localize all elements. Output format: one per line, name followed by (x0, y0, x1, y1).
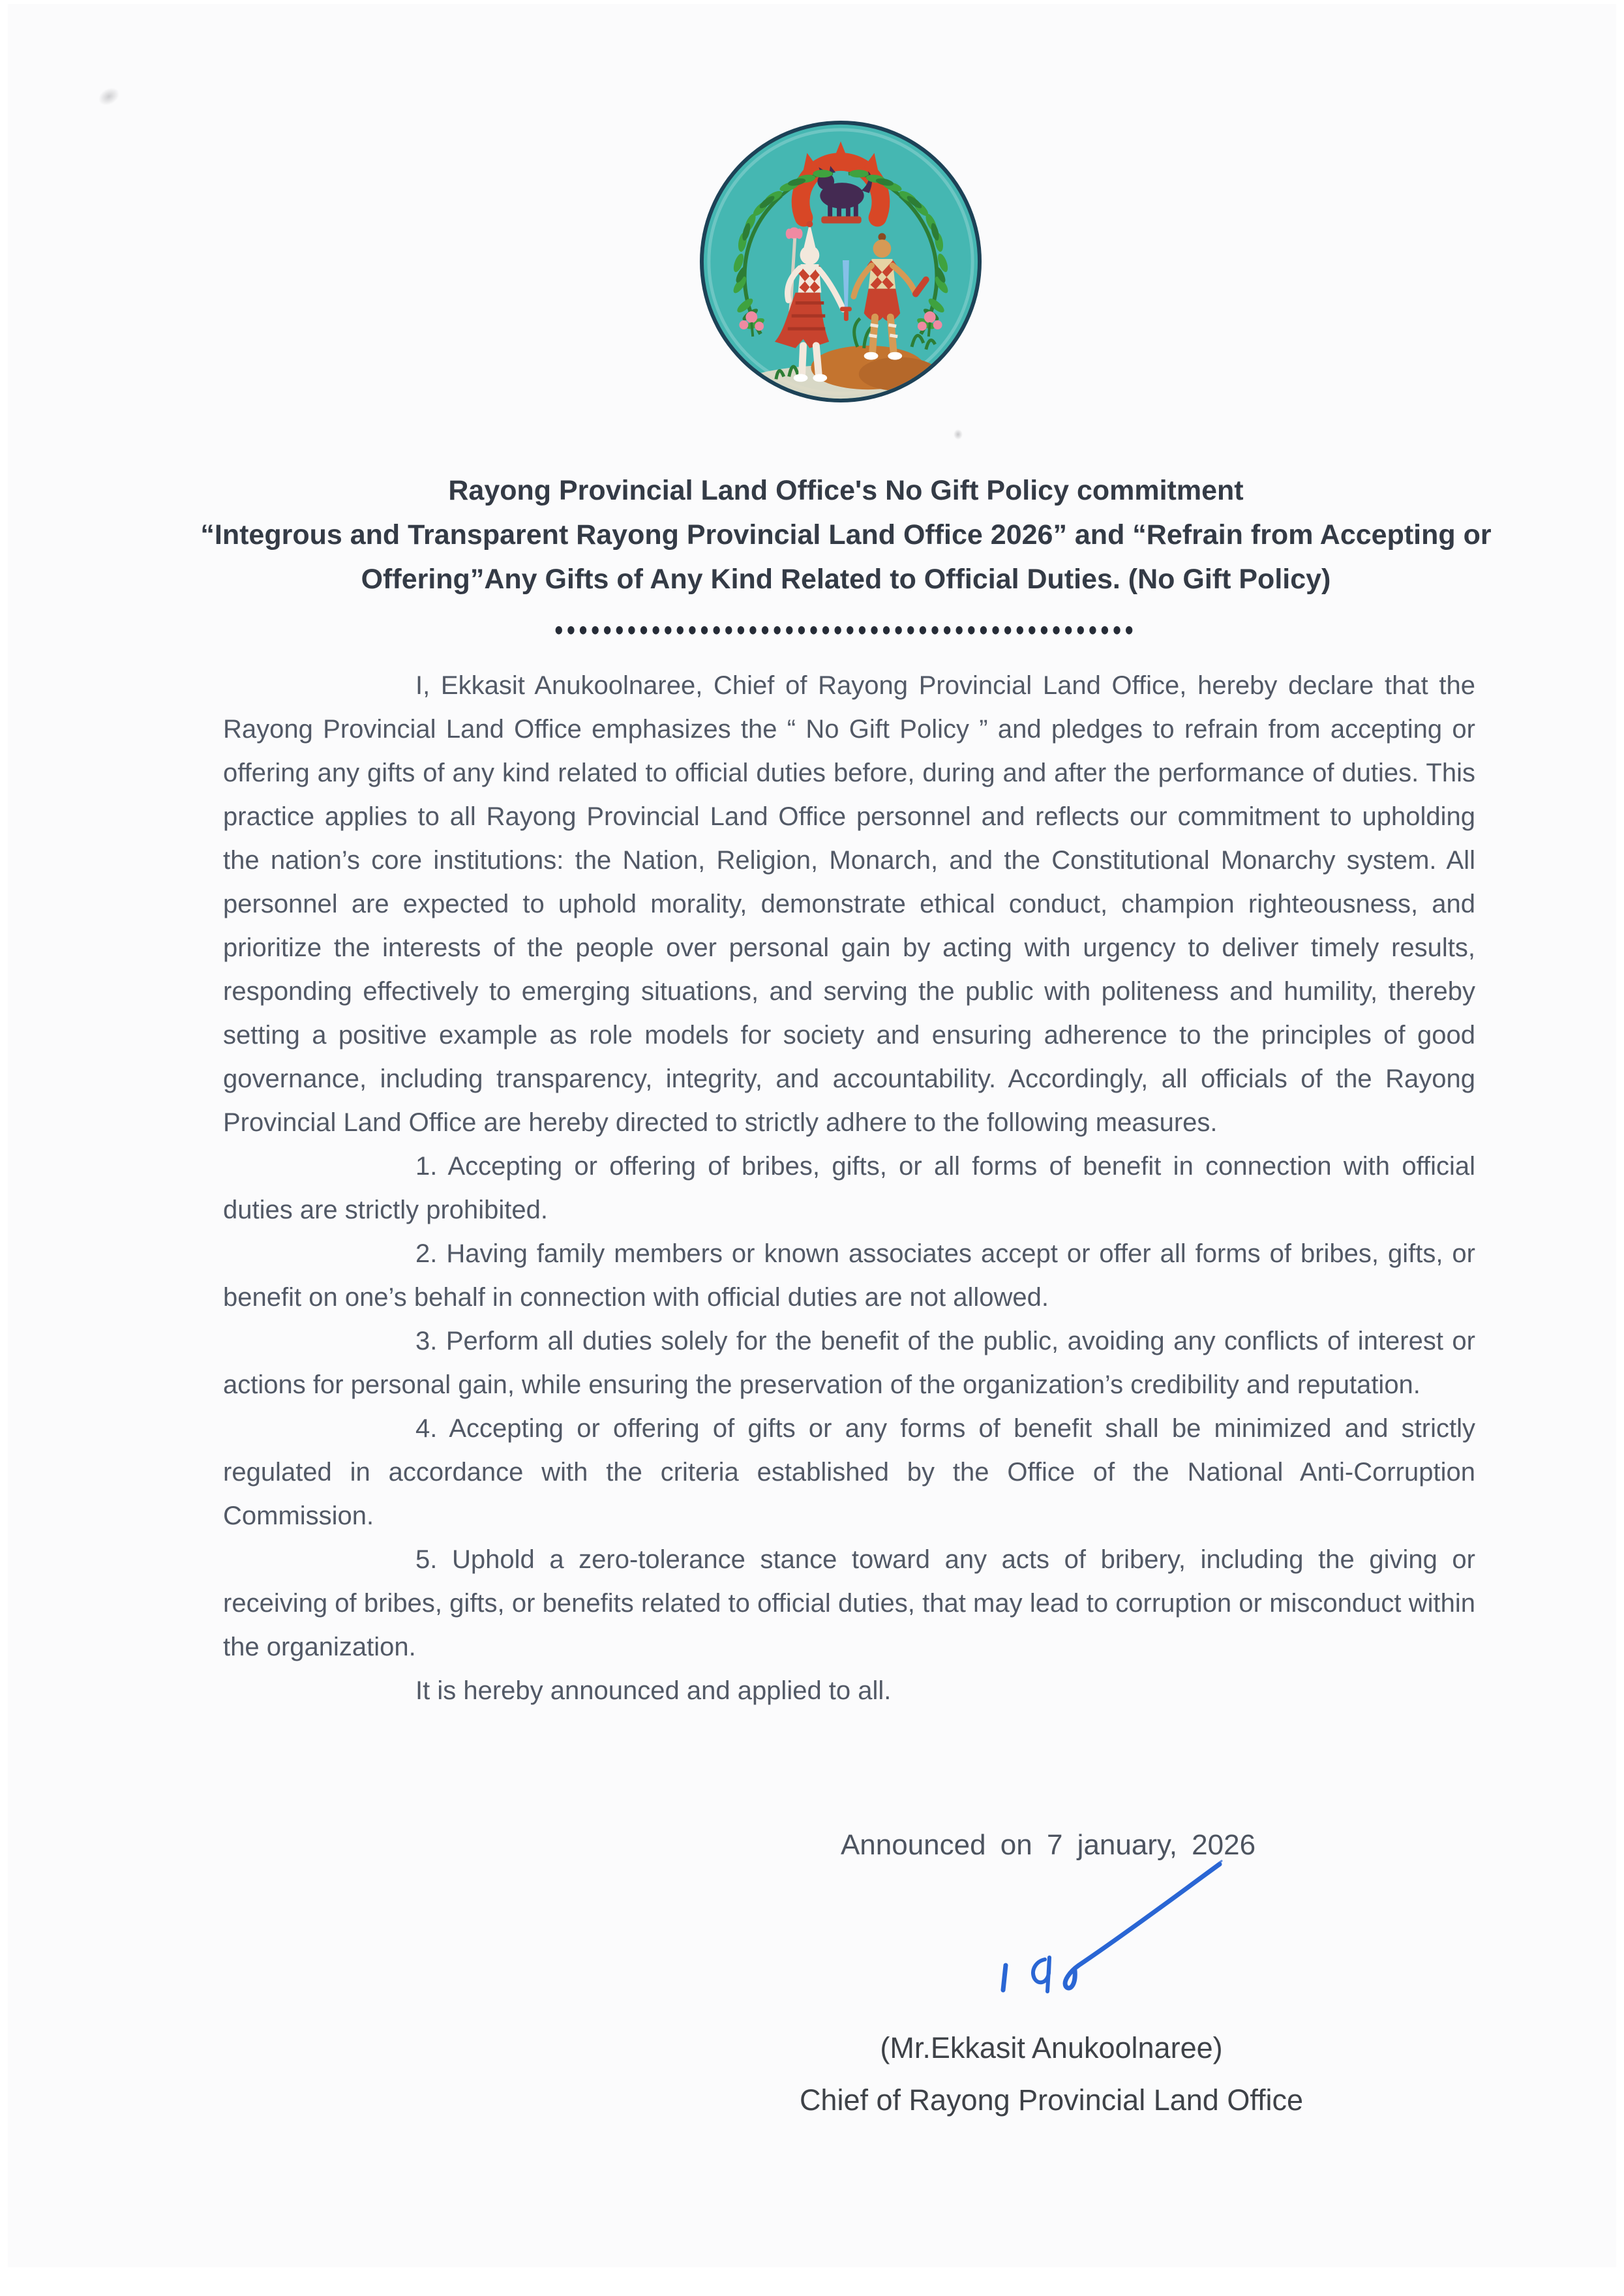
body-paragraph-closing: It is hereby announced and applied to all. (415, 1676, 892, 1705)
signature-ink (967, 1853, 1241, 2003)
scanned-page (8, 4, 1616, 2267)
body-paragraph-declaration: I, Ekkasit Anukoolnaree, Chief of Rayong Provincial Land Office, hereby declare that the Rayong Provincial Land Office emphasizes the “ No Gift Policy ” and pledges to refrain from accepting or offering any gifts of any kind related to official duties before, during and after the performance of duties. This practice applies to all Rayong Provincial Land Office personnel and reflects our commitment to upholding the nation’s core institutions: the Nation, Religion, Monarch, and the Constitutional Monarchy system. All personnel are expected to uphold morality, demonstrate ethical conduct, champion righteousness, and prioritize the interests of the people over personal gain by acting with urgency to deliver timely results, responding effectively to emerging situations, and serving the public with politeness and humility, thereby setting a positive example as role models for society and ensuring adherence to the principles of good governance, including transparency, integrity, and accountability. Accordingly, all officials of the Rayong Provincial Land Office are hereby directed to strictly adhere to the following measures. (223, 671, 1475, 1137)
dotted-separator: •••••••••••••••••••••••••••••••••••••••••••••••• (554, 613, 1137, 646)
announcement-date: Announced on 7 january, 2026 (840, 1829, 1256, 1861)
title-line-2: “Integrous and Transparent Rayong Provincial Land Office 2026” and “Refrain from Accepting or (200, 519, 1492, 551)
signer-name: (Mr.Ekkasit Anukoolnaree) (880, 2031, 1223, 2064)
scan-dot-artifact (954, 429, 963, 440)
rayong-provincial-seal (699, 119, 983, 404)
rayong-seal-emblem-icon (699, 119, 983, 404)
body-paragraph-measure-1: 1. Accepting or offering of bribes, gifts, or all forms of benefit in connection with official duties are strictly prohibited. (223, 1152, 1475, 1224)
body-paragraph-measure-4: 4. Accepting or offering of gifts or any forms of benefit shall be minimized and strictly regulated in accordance with the criteria established by the Office of the National Anti-Corruption Commission. (223, 1414, 1475, 1530)
signer-title: Chief of Rayong Provincial Land Office (799, 2083, 1304, 2117)
body-paragraph-measure-2: 2. Having family members or known associates accept or offer all forms of bribes, gifts, or benefit on one’s behalf in connection with official duties are not allowed. (223, 1239, 1475, 1312)
signature-stroke-icon (967, 1853, 1241, 2003)
title-line-1: Rayong Provincial Land Office's No Gift Policy commitment (448, 475, 1244, 506)
scan-smudge-artifact (95, 84, 122, 109)
document-title (174, 468, 1518, 601)
body-paragraph-measure-3: 3. Perform all duties solely for the benefit of the public, avoiding any conflicts of interest or actions for personal gain, while ensuring the preservation of the organization’s credibility and reputation. (223, 1327, 1475, 1399)
title-line-3: Offering”Any Gifts of Any Kind Related to Official Duties. (No Gift Policy) (361, 564, 1331, 595)
document-body (223, 664, 1475, 1713)
body-paragraph-measure-5: 5. Uphold a zero-tolerance stance toward any acts of bribery, including the giving or receiving of bribes, gifts, or benefits related to official duties, that may lead to corruption or misconduct within the organization. (223, 1545, 1475, 1661)
